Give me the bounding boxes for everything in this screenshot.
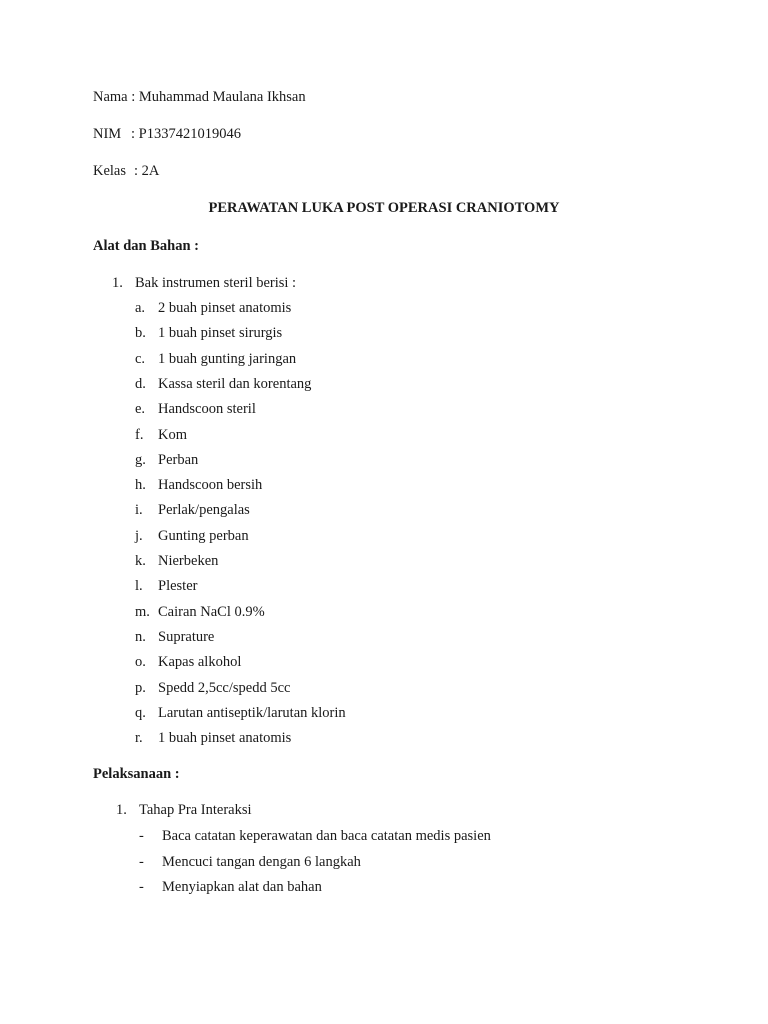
alat-subitem-text: Kapas alkohol: [158, 654, 242, 670]
alat-subitem-text: Kom: [158, 427, 187, 443]
nim-value: : P1337421019046: [131, 126, 241, 142]
alat-subitem-marker: n.: [135, 629, 146, 645]
pelaksanaan-bullet-text: Baca catatan keperawatan dan baca catatan medis pasien: [162, 828, 491, 844]
alat-item-text: Bak instrumen steril berisi :: [135, 275, 297, 291]
pelaksanaan-bullet-text: Menyiapkan alat dan bahan: [162, 879, 322, 895]
pelaksanaan-bullet-marker: -: [139, 854, 144, 870]
alat-subitem-text: 2 buah pinset anatomis: [158, 300, 292, 316]
alat-subitem-text: 1 buah pinset sirurgis: [158, 325, 283, 341]
kelas-value: : 2A: [134, 163, 160, 179]
pelaksanaan-bullet-text: Mencuci tangan dengan 6 langkah: [162, 854, 361, 870]
alat-subitem-marker: e.: [135, 401, 146, 417]
alat-subitem-marker: h.: [135, 477, 146, 493]
alat-subitem-marker: j.: [135, 528, 143, 544]
alat-subitem-text: Spedd 2,5cc/spedd 5cc: [158, 680, 291, 696]
alat-subitem-marker: k.: [135, 553, 146, 569]
alat-subitem-marker: i.: [135, 502, 143, 518]
alat-item-number: 1.: [112, 275, 123, 291]
kelas-label: Kelas: [93, 163, 127, 179]
alat-subitem-marker: b.: [135, 325, 146, 341]
alat-subitem-marker: a.: [135, 300, 146, 316]
alat-subitem-marker: o.: [135, 654, 146, 670]
pelaksanaan-item-number: 1.: [116, 802, 127, 818]
alat-subitem-text: Perlak/pengalas: [158, 502, 250, 518]
alat-subitem-text: 1 buah gunting jaringan: [158, 351, 297, 367]
alat-subitem-text: Cairan NaCl 0.9%: [158, 604, 265, 620]
alat-subitem-text: 1 buah pinset anatomis: [158, 730, 292, 746]
alat-subitem-text: Larutan antiseptik/larutan klorin: [158, 705, 346, 721]
alat-subitem-marker: g.: [135, 452, 146, 468]
alat-subitem-text: Perban: [158, 452, 199, 468]
alat-subitem-marker: c.: [135, 351, 146, 367]
alat-heading: Alat dan Bahan :: [93, 238, 199, 254]
alat-subitem-marker: d.: [135, 376, 146, 392]
alat-subitem-marker: p.: [135, 680, 146, 696]
nama-line: Nama : Muhammad Maulana Ikhsan: [93, 89, 306, 105]
nim-label: NIM: [93, 126, 122, 142]
alat-subitem-text: Handscoon steril: [158, 401, 256, 417]
alat-subitem-text: Suprature: [158, 629, 215, 645]
pelaksanaan-bullet-marker: -: [139, 879, 144, 895]
document-title: PERAWATAN LUKA POST OPERASI CRANIOTOMY: [208, 200, 560, 216]
pelaksanaan-item-text: Tahap Pra Interaksi: [139, 802, 252, 818]
alat-subitem-text: Handscoon bersih: [158, 477, 263, 493]
alat-subitem-text: Gunting perban: [158, 528, 249, 544]
alat-subitem-text: Nierbeken: [158, 553, 219, 569]
pelaksanaan-bullet-marker: -: [139, 828, 144, 844]
alat-subitem-marker: r.: [135, 730, 143, 746]
alat-subitem-marker: l.: [135, 578, 143, 594]
pelaksanaan-heading: Pelaksanaan :: [93, 766, 180, 782]
alat-subitem-marker: m.: [135, 604, 150, 620]
alat-subitem-marker: q.: [135, 705, 146, 721]
alat-subitem-text: Plester: [158, 578, 198, 594]
alat-subitem-text: Kassa steril dan korentang: [158, 376, 312, 392]
alat-subitem-marker: f.: [135, 427, 144, 443]
